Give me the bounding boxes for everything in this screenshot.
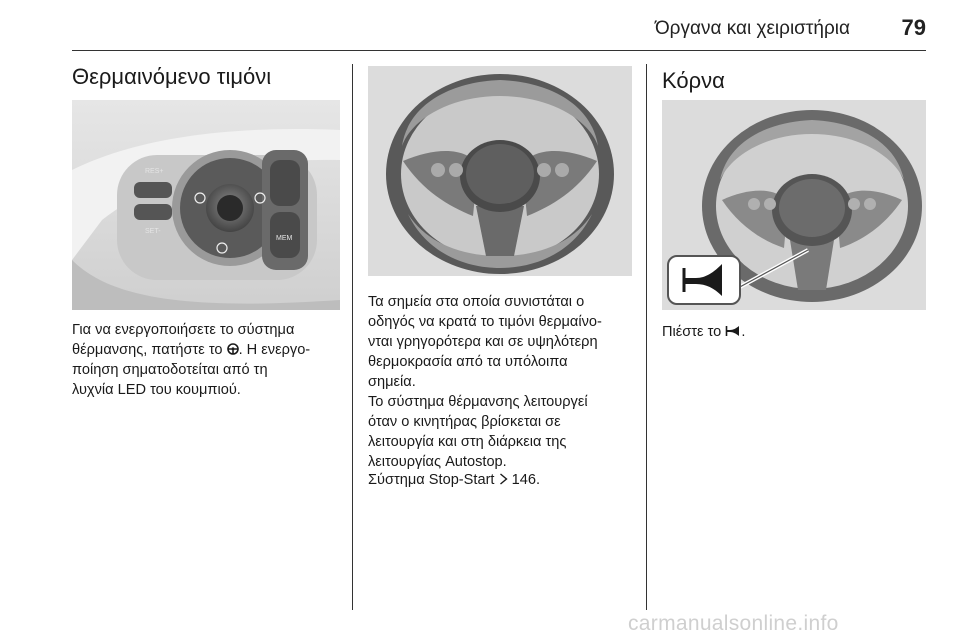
paragraph-heated-zones <box>368 292 643 392</box>
header-rule <box>72 50 926 51</box>
text-line: Τα σημεία στα οποία συνιστάται ο <box>368 294 585 310</box>
text-line: λειτουργία και στη διάρκεια της <box>368 434 567 450</box>
text-line: οδηγός να κρατά το τιμόνι θερμαίνο- <box>368 314 602 330</box>
watermark: carmanualsonline.info <box>628 612 839 635</box>
text-line: θερμοκρασία από τα υπόλοιπα <box>368 354 568 370</box>
figure-horn <box>662 100 926 310</box>
figure-steering-wheel-heated-zones <box>368 66 632 276</box>
set-minus-label: SET- <box>145 228 161 235</box>
text-line: σημεία. <box>368 374 416 390</box>
text-line: ποίηση σηματοδοτείται από τη <box>72 362 268 378</box>
text-line: Πιέστε το . <box>662 324 746 340</box>
text-line: λειτουργίας Autostop. <box>368 454 507 470</box>
text-line: Για να ενεργοποιήσετε το σύστημα <box>72 322 295 338</box>
column-divider-right <box>646 64 647 610</box>
text-line: νται γρηγορότερα και σε υψηλότερη <box>368 334 598 350</box>
running-header-title: Όργανα και χειριστήρια <box>654 18 850 39</box>
res-plus-label: RES+ <box>145 168 164 175</box>
text-line: θέρμανσης, πατήστε το . Η ενεργο- <box>72 342 311 358</box>
heated-steering-wheel-icon <box>227 343 239 355</box>
column-divider-left <box>352 64 353 610</box>
paragraph-heated-wheel <box>72 320 347 400</box>
text-line: λυχνία LED του κουμπιού. <box>72 382 241 398</box>
horn-icon <box>725 325 741 337</box>
mem-label: MEM <box>276 235 293 242</box>
paragraph-horn <box>662 322 926 342</box>
figure-heated-wheel-button <box>72 100 340 310</box>
text-line: Το σύστημα θέρμανσης λειτουργεί <box>368 394 588 410</box>
text-line: Σύστημα Stop-Start 146. <box>368 472 541 488</box>
text-line: όταν ο κινητήρας βρίσκεται σε <box>368 414 561 430</box>
page-number: 79 <box>901 15 926 40</box>
section-heading-horn: Κόρνα <box>662 68 725 93</box>
section-heading-heated-wheel: Θερμαινόμενο τιμόνι <box>72 64 272 89</box>
paragraph-heating-operation <box>368 392 643 472</box>
cross-reference-stop-start <box>368 470 643 490</box>
arrow-reference-icon <box>499 473 508 485</box>
